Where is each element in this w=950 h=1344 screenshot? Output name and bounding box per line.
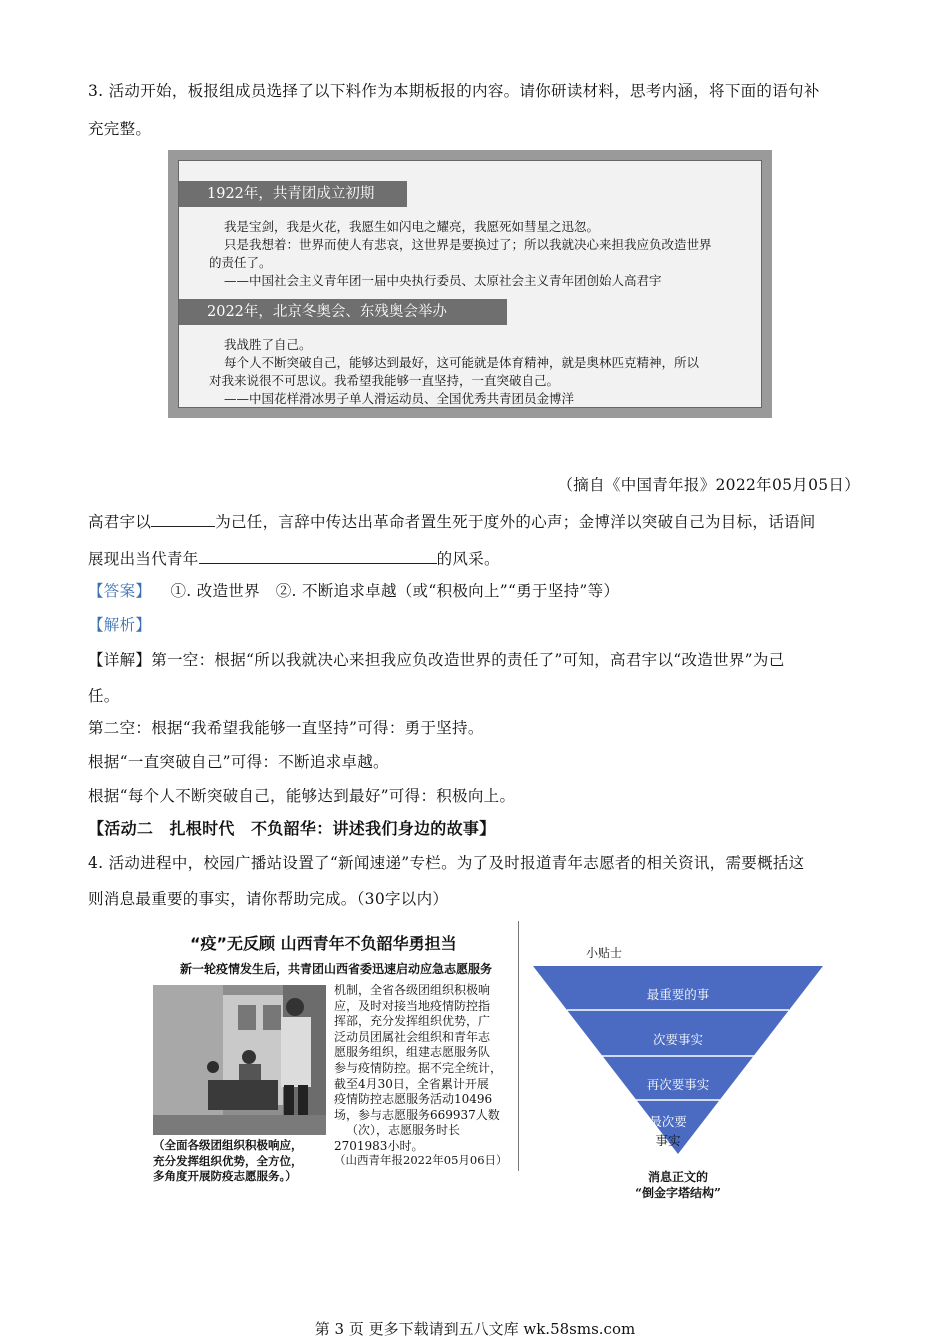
q4-line2: 则消息最重要的事实，请你帮助完成。（30字以内） [88,890,449,908]
page-footer: 第 3 页 更多下载请到五八文库 wk.58sms.com [314,1320,636,1338]
board-header-2022: 2022年，北京冬奥会、东残奥会举办 [179,299,507,325]
board-header-1922: 1922年，共青团成立初期 [179,181,407,207]
news-body-line: 参与疫情防控。据不完全统计， [334,1060,503,1075]
activity2-heading: 【活动二 扎根时代 不负韶华：讲述我们身边的故事】 [88,819,496,838]
detail-line4: 根据“一直突破自己”可得：不断追求卓越。 [88,753,389,771]
board-text2-line2: 每个人不断突破自己，能够达到最好，这可能就是体育精神，就是奥林匹克精神，所以 [224,355,700,370]
news-caption-line: 多角度开展防疫志愿服务。） [153,1169,297,1184]
board-text1-line2: 只是我想着：世界而使人有悲哀，这世界是要换过了；所以我就决心来担我应负改造世界 [224,237,712,252]
q3-line2: 充完整。 [88,120,152,138]
news-source: （山西青年报2022年05月06日） [334,1153,508,1167]
news-caption-line: 充分发挥组织优势，全方位， [153,1153,303,1168]
q3-line1: 3. 活动开始，板报组成员选择了以下料作为本期板报的内容。请你研读材料，思考内涵，将下面的语句补 [88,82,820,100]
fill-b-post: 的风采。 [436,550,500,568]
answer-tag: 【答案】 [88,582,152,600]
source-citation: （摘自《中国青年报》2022年05月05日） [557,476,860,494]
blank-2[interactable] [199,547,437,564]
news-body-line: 2701983小时。 [334,1138,424,1153]
news-body-line: 疫情防控志愿服务活动10496 [334,1092,493,1107]
divider-line [518,921,519,1171]
news-caption [153,1138,303,1185]
board-text1-line3: 的责任了。 [209,255,272,270]
tips-title: 小贴士 [586,946,623,960]
news-body [334,983,502,1155]
fill-line-b [88,547,860,570]
news-photo [153,985,326,1135]
pyramid-level-3: 再次要事实 [646,1077,710,1092]
fill-a-post: 为己任，言辞中传达出革命者置生死于度外的心声；金博洋以突破自己为目标，话语间 [215,513,816,531]
news-body-line: 愿服务组织，组建志愿服务队 [334,1045,491,1060]
news-body-line: 机制，全省各级团组织积极响 [334,983,491,997]
fill-b-pre: 展现出当代青年 [88,550,199,568]
board-text1-line4: ——中国社会主义青年团一届中央执行委员、太原社会主义青年团创始人高君宇 [224,273,662,288]
board-text2-line3: 对我来说很不可思议。我希望我能够一直坚持，一直突破自己。 [209,373,560,388]
pyramid-level-1: 最重要的事 [646,987,710,1002]
news-caption-line: （全面各级团组织积极响应， [153,1138,303,1152]
answer-line [88,580,860,602]
news-title: “疫”无反顾 山西青年不负韶华勇担当 [190,934,457,953]
news-body-line: 截至4月30日，全省累计开展 [334,1076,489,1091]
pyramid-level-4: 最次要 [649,1114,687,1129]
fill-line-a [88,510,860,533]
answer-text: ①. 改造世界 ②. 不断追求卓越（或“积极向上”“勇于坚持”等） [170,582,620,600]
q4-line1: 4. 活动进程中，校园广播站设置了“新闻速递”专栏。为了及时报道青年志愿者的相关资讯，需要概括这 [88,854,805,872]
board-text2-line1: 我战胜了自己。 [224,337,312,352]
news-body-line: 泛动员团属社会组织和青年志 [334,1029,491,1044]
pyramid-level-2: 次要事实 [652,1032,703,1047]
news-body-line: 场，参与志愿服务669937人数 [334,1107,500,1122]
detail-line5: 根据“每个人不断突破自己，能够达到最好”可得：积极向上。 [88,787,516,805]
detail-line3: 第二空：根据“我希望我能够一直坚持”可得：勇于坚持。 [88,719,484,737]
tips-caption-line1: 消息正文的 [647,1170,708,1184]
detail-text1: 第一空：根据“所以我就决心来担我应负改造世界的责任了”可知，高君宇以“改造世界”为己 [151,651,785,669]
fill-a-pre: 高君宇以 [88,513,152,531]
news-lead: 新一轮疫情发生后，共青团山西省委迅速启动应急志愿服务 [180,962,493,976]
tips-caption-line2: “倒金字塔结构” [635,1185,721,1200]
news-body-line: （次），志愿服务时长 [346,1123,461,1138]
tips-caption [578,1170,778,1201]
board-image [168,150,772,418]
board-text2-line4: ——中国花样滑冰男子单人滑运动员、全国优秀共青团员金博洋 [224,391,575,406]
analysis-tag: 【解析】 [88,616,152,634]
detail-line1 [88,649,860,671]
blank-1[interactable] [151,510,215,527]
news-body-line: 应，及时对接当地疫情防控指 [334,998,491,1013]
news-body-line: 挥部，充分发挥组织优势，广 [334,1014,491,1029]
pyramid-level-4b: 事实 [655,1133,681,1148]
board-text1-line1: 我是宝剑，我是火花，我愿生如闪电之耀亮，我愿死如彗星之迅忽。 [224,219,600,234]
detail-tag: 【详解】 [88,651,152,669]
detail-line2: 任。 [88,687,120,705]
